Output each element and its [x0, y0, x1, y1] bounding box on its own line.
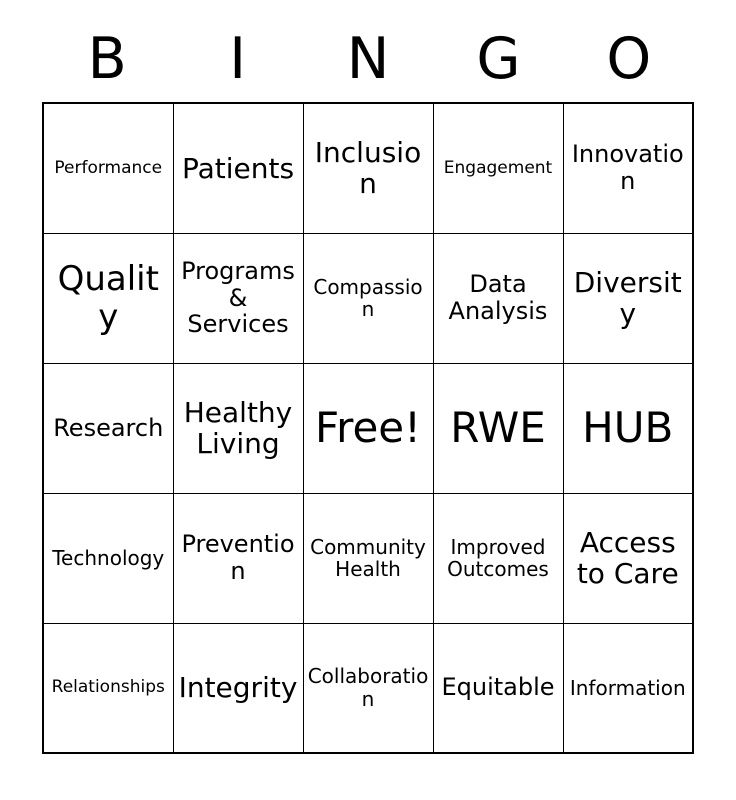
bingo-cell[interactable]: Integrity [173, 623, 303, 753]
bingo-cell[interactable]: Prevention [173, 493, 303, 623]
bingo-header-letter-b: B [87, 26, 127, 92]
bingo-cell[interactable]: Engagement [433, 103, 563, 233]
bingo-header [42, 0, 694, 92]
bingo-cell[interactable]: Research [43, 363, 173, 493]
bingo-cell[interactable]: Equitable [433, 623, 563, 753]
bingo-cell[interactable]: Information [563, 623, 693, 753]
bingo-row [43, 363, 693, 493]
bingo-header-letter-o: O [606, 26, 652, 92]
bingo-row [43, 103, 693, 233]
bingo-cell[interactable]: Data Analysis [433, 233, 563, 363]
bingo-cell[interactable]: Healthy Living [173, 363, 303, 493]
bingo-cell[interactable]: Access to Care [563, 493, 693, 623]
bingo-grid [42, 102, 694, 754]
bingo-cell[interactable]: Programs & Services [173, 233, 303, 363]
bingo-cell[interactable]: Technology [43, 493, 173, 623]
bingo-cell[interactable]: RWE [433, 363, 563, 493]
bingo-cell[interactable]: Inclusion [303, 103, 433, 233]
bingo-cell[interactable]: Compassion [303, 233, 433, 363]
bingo-cell[interactable]: Quality [43, 233, 173, 363]
bingo-cell[interactable]: Improved Outcomes [433, 493, 563, 623]
bingo-row [43, 233, 693, 363]
bingo-header-letter-g: G [476, 26, 521, 92]
bingo-cell[interactable]: Relationships [43, 623, 173, 753]
bingo-cell[interactable]: Patients [173, 103, 303, 233]
bingo-cell[interactable]: Collaboration [303, 623, 433, 753]
bingo-cell[interactable]: Community Health [303, 493, 433, 623]
bingo-cell[interactable]: Performance [43, 103, 173, 233]
bingo-header-letter-n: N [346, 26, 390, 92]
bingo-row [43, 493, 693, 623]
bingo-cell-free-space[interactable]: Free! [303, 363, 433, 493]
bingo-row [43, 623, 693, 753]
bingo-cell[interactable]: Innovation [563, 103, 693, 233]
bingo-header-letter-i: I [229, 26, 247, 92]
bingo-cell[interactable]: Diversity [563, 233, 693, 363]
bingo-cell[interactable]: HUB [563, 363, 693, 493]
